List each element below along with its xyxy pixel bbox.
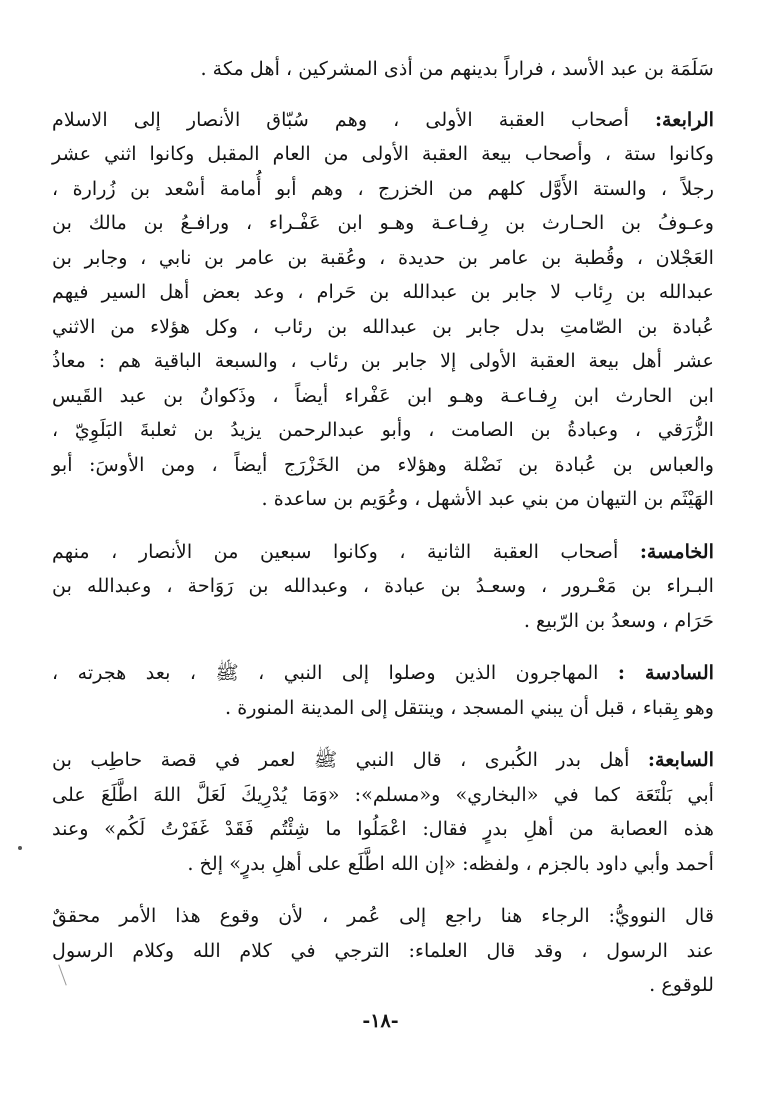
text-line: الرابعة: أصحاب العقبة الأولى ، وهم سُبّاق الأنصار إلى الاسلام: [52, 107, 714, 131]
text-line: أبي بَلْتَعَة كما في «البخاري» و«مسلم»: «وَمَا يُدْرِيكَ لَعَلَّ اللهَ اطَّلَعَ على: [52, 782, 714, 806]
paragraph-lead: السابعة:: [647, 748, 714, 771]
text-line: حَرَام ، وسعدُ بن الرّبيع .: [523, 608, 714, 632]
text-line: البـراء بن مَعْـرور ، وسعـدُ بن عبادة ، وعبدالله بن رَوَاحة ، وعبدالله بن: [52, 574, 714, 597]
text-line: سَلَمَة بن عبد الأسد ، فراراً بدينهم من أذى المشركين ، أهل مكة .: [200, 57, 714, 80]
text-line: السادسة : المهاجرون الذين وصلوا إلى النبي ، ﷺ ، بعد هجرته ،: [52, 661, 715, 684]
paragraph-lead: السادسة :: [617, 661, 715, 684]
text-line: الخامسة: أصحاب العقبة الثانية ، وكانوا سبعين من الأنصار ، منهم: [52, 539, 714, 563]
paragraph-sixth: [52, 656, 714, 725]
text-line: هذه العصابة من أهلِ بدرٍ فقال: اعْمَلُوا ما شِئْتُم فَقَدْ غَفَرْتُ لَكُم» وعند: [52, 817, 714, 840]
text-line: للوقوع .: [649, 973, 714, 996]
paragraph-intro: [52, 52, 714, 87]
text-line: عبدالله بن رِئاب لا جابر بن عبدالله بن حَرام ، وعد بعض أهل السير فيهم: [52, 280, 714, 303]
text-line: وكانوا ستة ، وأصحاب بيعة العقبة الأولى من العام المقبل وكانوا اثني عشر: [52, 142, 714, 165]
text-line: والعباس بن عُبادة بن نَضْلة وهؤلاء من الخَزْرَج أيضاً ، ومن الأوسَ: أبو: [52, 452, 714, 476]
text-line: وعـوفُ بن الحـارث بن رِفـاعـة وهـو ابن عَفْـراء ، ورافـعُ بن مالك بن: [52, 211, 714, 234]
text-line: الهَيْثَم بن التيهان من بني عبد الأشهل ، وعُوَيم بن ساعدة .: [261, 487, 714, 510]
text-line: العَجْلان ، وقُطبة بن عامر بن حديدة ، وعُقبة بن عامر بن نابي ، وجابر بن: [52, 245, 714, 269]
paragraph-nawawi: [52, 899, 714, 1003]
margin-dot: [18, 846, 22, 850]
text-line: عشر أهل بيعة العقبة الأولى إلا جابر بن رئاب ، والسبعة الباقية هم : معاذُ: [52, 349, 714, 372]
paragraph-lead: الخامسة:: [639, 539, 714, 563]
paragraph-fourth: [52, 103, 714, 517]
page-body: [52, 52, 714, 1003]
text-line: الزُّرَقي ، وعبادةُ بن الصامت ، وأبو عبدالرحمن يزيدُ بن ثعلبةَ البَلَوِيّ ،: [52, 418, 714, 441]
text-line: عند الرسول ، وقد قال العلماء: الترجي في كلام الله وكلام الرسول: [52, 938, 714, 962]
text-line: وهو بِقباء ، قبل أن يبني المسجد ، وينتقل إلى المدينة المنورة .: [225, 695, 714, 719]
page-number: -١٨-: [362, 1010, 399, 1032]
paragraph-lead: الرابعة:: [654, 107, 714, 131]
paragraph-seventh: [52, 743, 714, 881]
text-line: قال النوويُّ: الرجاء هنا راجع إلى عُمر ، لأن وقوع هذا الأمر محققٌ: [52, 904, 714, 927]
text-line: أحمد وأبي داود بالجزم ، ولفظه: «إن الله اطَّلَع على أهلِ بدرٍ» إلخ .: [187, 851, 714, 875]
paragraph-fifth: [52, 535, 714, 639]
text-line: رجلاً ، والستة الأَوَّل كلهم من الخزرج ، وهم أبو أُمامة أسْعد بن زُرارة ،: [52, 176, 714, 200]
text-line: ابن الحارث ابن رِفـاعـة وهـو ابن عَفْراء أيضاً ، وذَكوانُ بن عبد القَيس: [52, 383, 714, 407]
text-line: السابعة: أهل بدر الكُبرى ، قال النبي ﷺ لعمر في قصة حاطِب بن: [52, 748, 714, 771]
text-line: عُبادة بن الصّامتِ بدل جابر بن عبدالله بن رئاب ، وكل هؤلاء من الاثني: [52, 314, 714, 338]
